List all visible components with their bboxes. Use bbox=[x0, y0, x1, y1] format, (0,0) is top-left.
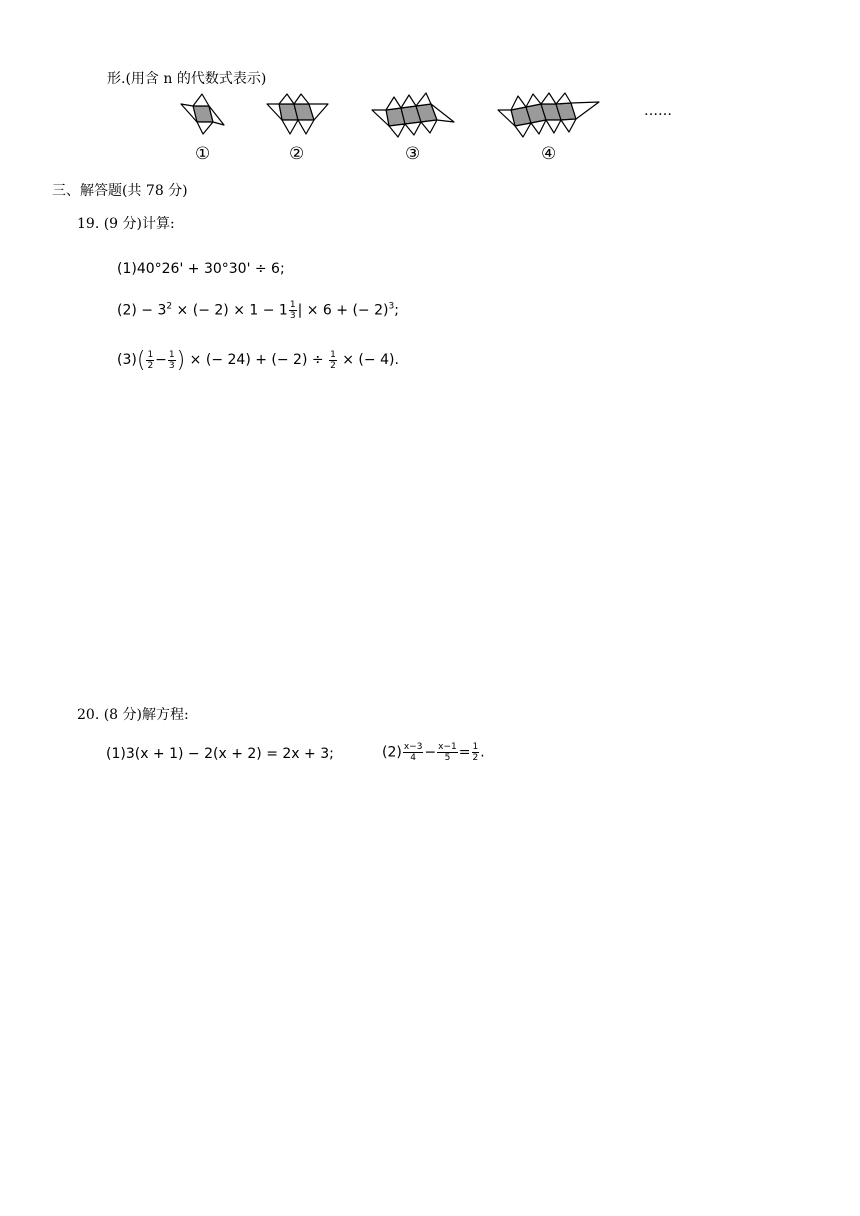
fraction: $\frac{1}{2}$ bbox=[147, 349, 154, 371]
q19-part-1: (1)40°26' + 30°30' ÷ 6; bbox=[117, 261, 285, 277]
section-heading: 三、解答题(共 78 分) bbox=[52, 183, 188, 199]
figure-2-shape bbox=[267, 94, 328, 134]
q19-part-2: $(2) - 3^2$ × (− 2) × 1 − 1 $\frac{1}{3}$ | × 6 + (− 2)$^3$; bbox=[117, 300, 399, 321]
fraction: $\frac{1}{2}$ bbox=[472, 742, 479, 763]
q20-heading: (8 分)解方程: bbox=[103, 707, 189, 723]
fraction: $\frac{1}{3}$ bbox=[289, 300, 296, 321]
figure-1-shape bbox=[181, 94, 224, 134]
fraction: $\frac{x-3}{4}$ bbox=[403, 742, 423, 763]
q20-number: 20. bbox=[77, 707, 100, 723]
fraction: $\frac{1}{2}$ bbox=[330, 349, 336, 371]
figure-ellipsis: …… bbox=[644, 103, 672, 119]
figure-label-1: ① bbox=[195, 144, 211, 164]
question-continuation: 形.(用含 n 的代数式表示) bbox=[107, 71, 267, 87]
figure-label-3: ③ bbox=[405, 144, 421, 164]
q20-part-2: (2) $\frac{x-3}{4}$ − $\frac{x-1}{5}$ = $\frac{1}{2}$ . bbox=[382, 742, 485, 763]
q20-title bbox=[77, 704, 189, 724]
fraction: $\frac{x-1}{5}$ bbox=[438, 742, 457, 763]
q19-title bbox=[77, 213, 175, 233]
pattern-figures-svg bbox=[175, 92, 695, 140]
figure-label-2: ② bbox=[289, 144, 305, 164]
figure-4-shape bbox=[498, 93, 599, 137]
q20-part-1: (1)3(x + 1) − 2(x + 2) = 2x + 3; bbox=[106, 746, 334, 762]
q19-number: 19. bbox=[77, 216, 100, 232]
figure-3-shape bbox=[372, 93, 454, 137]
figure-label-4: ④ bbox=[541, 144, 557, 164]
q19-heading: (9 分)计算: bbox=[103, 216, 175, 232]
fraction: $\frac{1}{3}$ bbox=[168, 349, 175, 371]
q19-part-3: (3)( $\frac{1}{2}$ − $\frac{1}{3}$ ) × (− 24) + (− 2) ÷ $\frac{1}{2}$ × (− 4). bbox=[117, 348, 399, 373]
pattern-figures bbox=[175, 92, 695, 140]
